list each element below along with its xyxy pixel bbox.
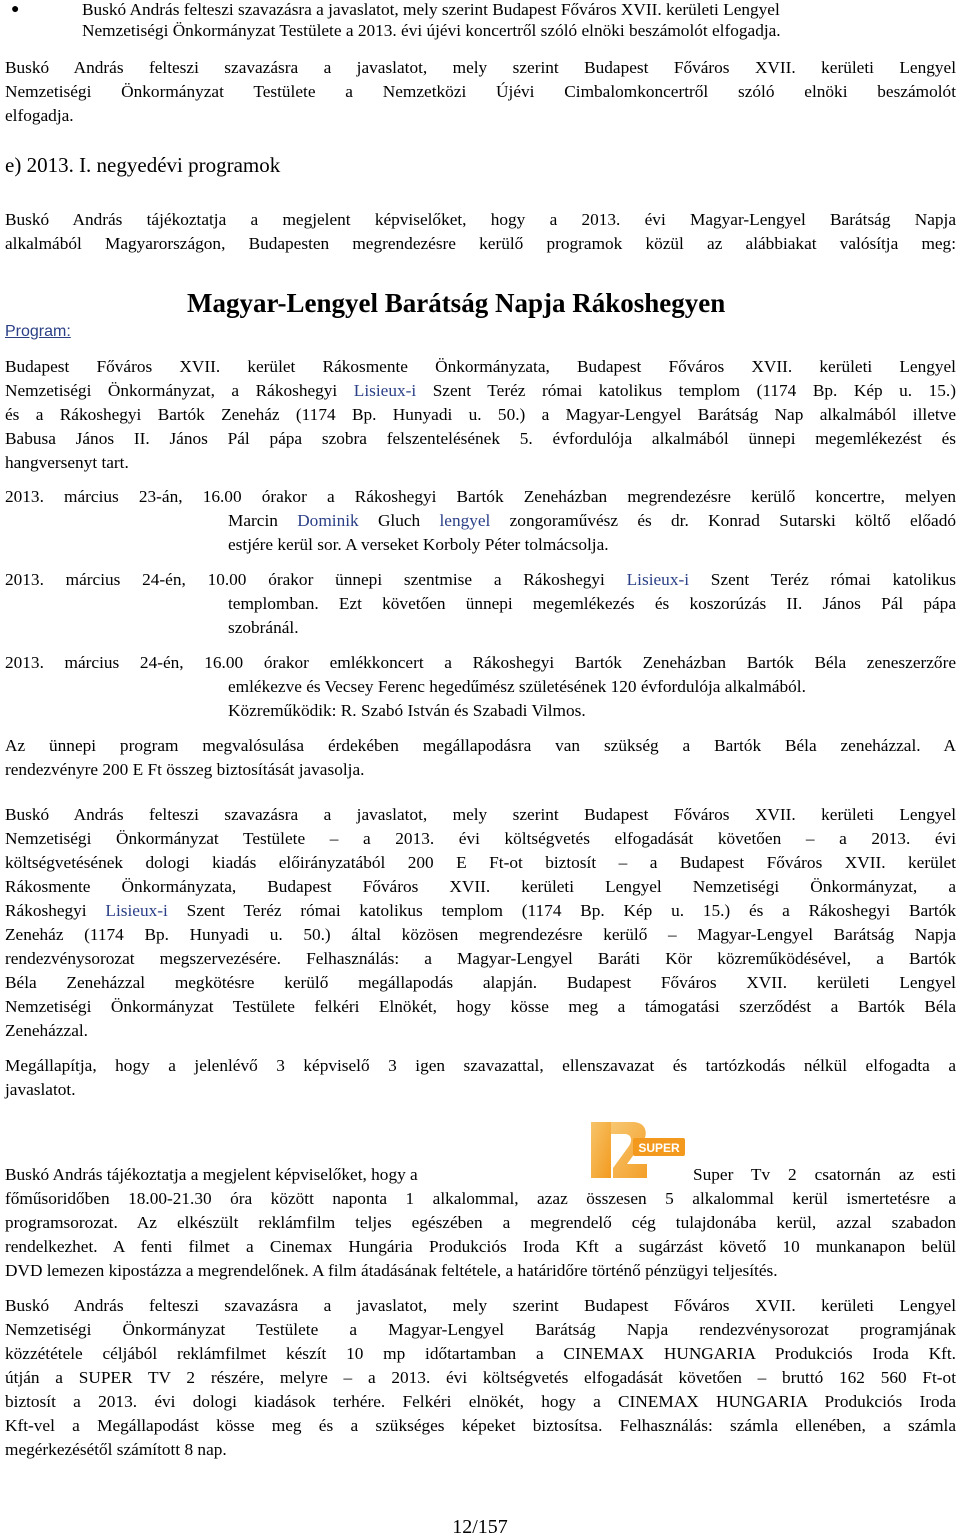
text-line: Kft-vel a Megállapodást kösse meg és a szükséges képeket biztosítsa. Felhasználás: számla ellenében, a számla — [5, 1416, 956, 1435]
text-line: Zeneház (1174 Bp. Hunyadi u. 50.) által közösen megrendezésre kerülő – Magyar-Lengyel Barátság Napja — [5, 925, 956, 944]
text-line: hangversenyt tart. — [5, 453, 129, 472]
text-segment: Dominik — [297, 511, 359, 530]
text-segment: Szent Teréz római katolikus templom (1174 Bp. Kép u. 15.) — [416, 381, 957, 400]
text-line: alkalmából Magyarországon, Budapesten megrendezésre kerülő programok közül az alábbiakat valósítja meg: — [5, 234, 956, 253]
text-line: DVD lemezen kipostázza a megrendelőnek. A film átadásának feltétele, a határidőre történő pénzügyi teljesítés. — [5, 1261, 778, 1280]
text-segment: lengyel — [439, 511, 491, 530]
text-line: főműsoridőben 18.00-21.30 óra között naponta 1 alkalommal, azaz összesen 5 alkalommal kerül ismertetésre a — [5, 1189, 956, 1208]
text-line: Babusa János II. János Pál pápa szobra felszentelésének 5. évfordulója alkalmából ünnepi megemlékezést és — [5, 429, 956, 448]
program-title: Magyar-Lengyel Barátság Napja Rákoshegyen — [187, 288, 726, 318]
text-line: Az ünnepi program megvalósulása érdekében megállapodásra van szükség a Bartók Béla zeneházzal. A — [5, 736, 956, 755]
text-line — [228, 511, 956, 531]
text-line: 2013. március 23-án, 16.00 órakor a Rákoshegyi Bartók Zeneházban megrendezésre kerülő koncertre, melyen — [5, 487, 956, 506]
text-segment: Buskó András tájékoztatja a megjelent képviselőket, hogy a — [5, 1165, 418, 1184]
text-line: szobránál. — [228, 618, 299, 637]
text-line: emlékezve és Vecsey Ferenc hegedűmész születésének 120 évfordulója alkalmából. — [228, 677, 806, 696]
text-line: Nemzetiségi Önkormányzat Testülete felkéri Elnökét, hogy kösse meg a támogatási szerződést a Bartók Béla — [5, 997, 956, 1016]
text-line: rendezvényre 200 E Ft összeg biztosítását javasolja. — [5, 760, 365, 779]
text-segment: Nemzetiségi Önkormányzat, a Rákoshegyi — [5, 381, 354, 400]
page-number: 12/157 — [452, 1516, 508, 1538]
text-segment: 2013. március 24-én, 10.00 órakor ünnepi szentmise a Rákoshegyi — [5, 570, 627, 589]
text-line: templomban. Ezt követően ünnepi megemlékezés és koszorúzás II. János Pál pápa — [228, 594, 956, 613]
text-line: Super Tv 2 csatornán az esti — [693, 1165, 956, 1184]
text-line: Buskó András felteszi szavazásra a javaslatot, mely szerint Budapest Főváros XVII. kerületi Lengyel — [5, 58, 956, 77]
text-line: Nemzetiségi Önkormányzat Testülete a 2013. évi újévi koncertről szóló elnöki beszámolót elfogadja. — [82, 21, 781, 40]
text-segment: Lisieux-i — [626, 570, 690, 589]
text-line: Zeneházzal. — [5, 1021, 88, 1040]
text-line: költségvetésének dologi kiadás előirányzatából 200 E Ft-ot biztosít – a Budapest Főváros XVII. kerület — [5, 853, 956, 872]
text-segment: Gluch — [358, 511, 440, 530]
text-line: rendezvénysorozat megszervezésére. Felhasználás: a Magyar-Lengyel Baráti Kör közreműködésével, a Bartók — [5, 949, 956, 968]
text-line: Buskó András tájékoztatja a megjelent képviselőket, hogy a 2013. évi Magyar-Lengyel Barátság Napja — [5, 210, 956, 229]
text-line — [5, 901, 956, 921]
text-line: Buskó András felteszi szavazásra a javaslatot, mely szerint Budapest Főváros XVII. kerületi Lengyel — [5, 805, 956, 824]
text-line: Nemzetiségi Önkormányzat Testülete – a 2013. évi költségvetés elfogadását követően – a 2013. évi — [5, 829, 956, 848]
text-segment: Szent Teréz római katolikus — [689, 570, 956, 589]
text-line: és a Rákoshegyi Bartók Zeneház (1174 Bp. Hunyadi u. 50.) a Magyar-Lengyel Barátság Nap alkalmából illetve — [5, 405, 956, 424]
logo-text: SUPER — [638, 1141, 680, 1155]
section-heading: e) 2013. I. negyedévi programok — [5, 153, 281, 177]
bullet-icon: ● — [11, 2, 20, 17]
text-line: útján a SUPER TV 2 részére, melyre – a 2013. évi költségvetés elfogadását követően – bruttó 162 560 Ft-ot — [5, 1368, 956, 1387]
text-segment: Lisieux-i — [105, 901, 168, 920]
text-segment: Szent Teréz római katolikus templom (1174 Bp. Kép u. 15.) és a Rákoshegyi Bartók — [167, 901, 956, 920]
text-line: megérkezésétől számított 8 nap. — [5, 1440, 227, 1459]
text-line: javaslatot. — [5, 1080, 76, 1099]
text-line — [5, 381, 956, 401]
text-segment: Lisieux-i — [353, 381, 417, 400]
text-line: Buskó András felteszi szavazásra a javaslatot, mely szerint Budapest Főváros XVII. kerületi Lengyel — [82, 0, 780, 19]
text-line: Nemzetiségi Önkormányzat Testülete a Nemzetközi Újévi Cimbalomkoncertről szóló elnöki beszámolót — [5, 82, 956, 101]
program-label: Program: — [5, 323, 71, 340]
text-line: 2013. március 24-én, 16.00 órakor emlékkoncert a Rákoshegyi Bartók Zeneházban Bartók Béla zeneszerzőre — [5, 653, 956, 672]
text-line: Megállapítja, hogy a jelenlévő 3 képviselő 3 igen szavazattal, ellenszavazat és tartózkodás nélkül elfogadta a — [5, 1056, 956, 1075]
text-line: Budapest Főváros XVII. kerület Rákosmente Önkormányzata, Budapest Főváros XVII. kerületi Lengyel — [5, 357, 956, 376]
text-line: rendelkezhet. A fenti filmet a Cinemax Hungária Produkciós Iroda Kft a sugárzást követő 10 munkanapon belül — [5, 1237, 956, 1256]
text-line: elfogadja. — [5, 106, 74, 125]
text-line: közzététele céljából reklámfilmet készít 10 mp időtartamban a CINEMAX HUNGARIA Produkciós Iroda Kft. — [5, 1344, 956, 1363]
text-line: Rákosmente Önkormányzata, Budapest Főváros XVII. kerületi Lengyel Nemzetiségi Önkormányzat, a — [5, 877, 956, 896]
text-line: programsorozat. Az elkészült reklámfilm teljes egészében a megrendelő cég tulajdonába kerül, azzal szabadon — [5, 1213, 956, 1232]
text-line: Közreműködik: R. Szabó István és Szabadi Vilmos. — [228, 701, 586, 720]
text-line: biztosít a 2013. évi dologi kiadások terhére. Felkéri elnökét, hogy a CINEMAX HUNGARIA Produkciós Iroda — [5, 1392, 956, 1411]
text-line — [5, 570, 956, 590]
text-line: Béla Zeneházzal megkötésre kerülő megállapodás alapján. Budapest Főváros XVII. kerületi Lengyel — [5, 973, 956, 992]
text-segment: Rákoshegyi — [5, 901, 106, 920]
text-line: estjére kerül sor. A verseket Korboly Péter tolmácsolja. — [228, 535, 609, 554]
text-segment: zongoraművész és dr. Konrad Sutarski költő előadó — [490, 511, 957, 530]
text-line: Buskó András felteszi szavazásra a javaslatot, mely szerint Budapest Főváros XVII. kerületi Lengyel — [5, 1296, 956, 1315]
bullet-item — [0, 0, 960, 42]
text-line: Nemzetiségi Önkormányzat Testülete a Magyar-Lengyel Barátság Napja rendezvénysorozat programjának — [5, 1320, 956, 1339]
text-segment: Marcin — [228, 511, 298, 530]
